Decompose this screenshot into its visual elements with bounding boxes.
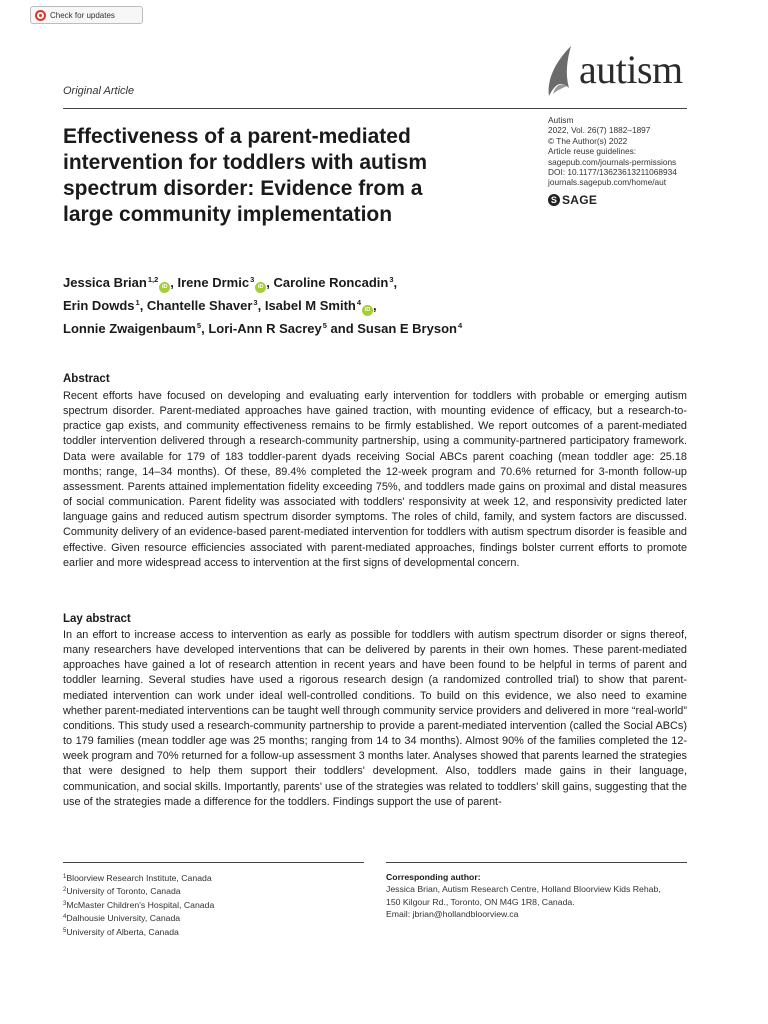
author-name: Susan E Bryson	[357, 321, 457, 336]
meta-doi[interactable]: DOI: 10.1177/13623613211068934	[548, 167, 677, 178]
author-name: Irene Drmic	[177, 275, 250, 290]
author-name: Jessica Brian	[63, 275, 147, 290]
author-name: Isabel M Smith	[264, 298, 356, 313]
affiliations	[63, 871, 363, 938]
author-affiliation-number: 1,2	[147, 275, 159, 284]
author-affiliation-number: 5	[196, 321, 202, 330]
affiliation-item: $^1$Bloorview Research Institute, Canada	[63, 873, 212, 883]
abstract-heading: Abstract	[63, 373, 110, 385]
author-line	[63, 270, 623, 293]
orcid-icon[interactable]: iD	[362, 305, 373, 316]
affiliation-item: $^5$University of Alberta, Canada	[63, 926, 179, 937]
header-divider	[63, 108, 687, 109]
meta-reuse: Article reuse guidelines:	[548, 146, 637, 157]
updates-icon	[35, 10, 46, 21]
corresponding-line: Jessica Brian, Autism Research Centre, Holland Bloorview Kids Rehab,	[386, 884, 661, 895]
corresponding-author	[386, 871, 696, 921]
affiliation-item: $^2$University of Toronto, Canada	[63, 886, 181, 897]
title-line: intervention for toddlers with autism	[63, 151, 428, 174]
lay-abstract-text: In an effort to increase access to intervention as early as possible for toddlers with autism spectrum disorder or signs thereof, many researchers have developed interventions that can be delivered by parents in their own homes. These parent-mediated approaches have gained a lot of research attention in recent years and have been found to be helpful in terms of parent and toddler learning. Several studies have used a rigorous research design (a randomized controlled trial) to show that parent-mediated intervention can work under ideal well-controlled conditions. To build on this evidence, we also need to examine whether parent-mediated interventions can be taught well through community service providers and delivered in more “real-world” conditions. This study used a research-community partnership to provide a parent-mediated intervention (called the Social ABCs) to 179 families (mean toddler age was 25 months; ranging from 14 to 34 months). Almost 90% of the families completed the 12-week program and 70% returned for a follow-up assessment 3 months later. Analyses showed that parents learned the strategies that were designed to help them support their toddlers' development. Also, toddlers made gains in their language, communication, and social skills. Importantly, parents' use of the strategies was related to toddlers' skill gains, suggesting that the use of the strategies made a difference for the toddlers. Findings support the use of parent-	[63, 629, 687, 808]
author-separator: ,	[257, 298, 265, 313]
article-title	[63, 124, 523, 228]
journal-logo-mark-icon	[543, 44, 577, 100]
meta-volume: 2022, Vol. 26(7) 1882–1897	[548, 125, 651, 136]
affiliation-item: $^3$McMaster Children's Hospital, Canada	[63, 899, 215, 910]
author-separator: ,	[393, 275, 398, 290]
author-separator: ,	[139, 298, 147, 313]
title-line: large community implementation	[63, 203, 393, 226]
lay-abstract-heading: Lay abstract	[63, 613, 131, 625]
meta-journal-link[interactable]: journals.sagepub.com/home/aut	[548, 177, 667, 188]
journal-logo	[543, 44, 693, 100]
sage-label: SAGE	[562, 193, 598, 207]
article-meta	[548, 115, 698, 188]
author-affiliation-number: 4	[457, 321, 463, 330]
orcid-icon[interactable]: iD	[255, 282, 266, 293]
affiliation-item: $^4$Dalhousie University, Canada	[63, 913, 181, 924]
orcid-icon[interactable]: iD	[159, 282, 170, 293]
author-name: Lori-Ann R Sacrey	[208, 321, 322, 336]
corresponding-line: 150 Kilgour Rd., Toronto, ON M4G 1R8, Canada.	[386, 896, 575, 907]
author-separator: ,	[266, 275, 274, 290]
author-separator: and	[326, 321, 358, 336]
title-line: Effectiveness of a parent-mediated	[63, 125, 411, 148]
sage-logo	[548, 193, 597, 207]
title-line: spectrum disorder: Evidence from a	[63, 177, 423, 200]
footnote-divider-right	[386, 862, 687, 863]
author-line	[63, 316, 623, 338]
author-separator: ,	[373, 298, 377, 313]
abstract-text: Recent efforts have focused on developing and evaluating early intervention for toddlers with probable or emerging autism spectrum disorder. Parent-mediated approaches have gained traction, with mounting evidence of efficacy, but a research-to-practice gap exists, and community effectiveness remains to be firmly established. We report outcomes of a parent-mediated toddler intervention delivered through a research-community partnership, using a community-partnered participatory framework. Data were available for 179 of 183 toddler-parent dyads receiving Social ABCs parent coaching (mean toddler age: 25.18 months; range, 14–34 months). Of these, 89.4% completed the 12-week program and 70.6% returned for 3-month follow-up assessment. Parents attained implementation fidelity exceeding 75%, and toddlers made gains on proximal and distal measures of social communication. Parent fidelity was associated with toddlers' responsivity at week 12, and responsivity predicted later language gains and reduced autism spectrum disorder symptoms. The roles of child, family, and system factors are discussed. Community delivery of an evidence-based parent-mediated intervention for toddlers with autism spectrum disorder is feasible and effective. Given resource efficiencies associated with parent-mediated approaches, findings bolster current efforts to promote earlier and more widespread access to intervention at the first signs of developmental concern.	[63, 390, 687, 569]
author-affiliation-number: 3	[253, 298, 258, 307]
author-separator: ,	[201, 321, 209, 336]
footnote-divider-left	[63, 862, 364, 863]
corresponding-email[interactable]: Email: jbrian@hollandbloorview.ca	[386, 909, 519, 920]
author-name: Chantelle Shaver	[146, 298, 253, 313]
author-name: Caroline Roncadin	[273, 275, 389, 290]
author-name: Erin Dowds	[63, 298, 135, 313]
check-for-updates-badge[interactable]	[30, 6, 143, 24]
author-affiliation-number: 1	[135, 298, 140, 307]
article-type: Original Article	[63, 85, 135, 97]
journal-name: autism	[579, 47, 683, 92]
author-affiliation-number: 5	[322, 321, 327, 330]
author-affiliation-number: 3	[250, 275, 255, 284]
author-affiliation-number: 4	[356, 298, 362, 307]
check-for-updates-label: Check for updates	[50, 10, 115, 20]
author-line	[63, 293, 623, 316]
author-list	[63, 270, 623, 338]
corresponding-heading: Corresponding author:	[386, 872, 481, 882]
author-separator: ,	[170, 275, 178, 290]
author-affiliation-number: 3	[389, 275, 394, 284]
meta-copyright: © The Author(s) 2022	[548, 135, 628, 146]
author-name: Lonnie Zwaigenbaum	[63, 321, 196, 336]
sage-s-icon: S	[548, 194, 560, 206]
meta-permissions-link[interactable]: sagepub.com/journals-permissions	[548, 156, 677, 167]
meta-journal: Autism	[548, 115, 574, 125]
